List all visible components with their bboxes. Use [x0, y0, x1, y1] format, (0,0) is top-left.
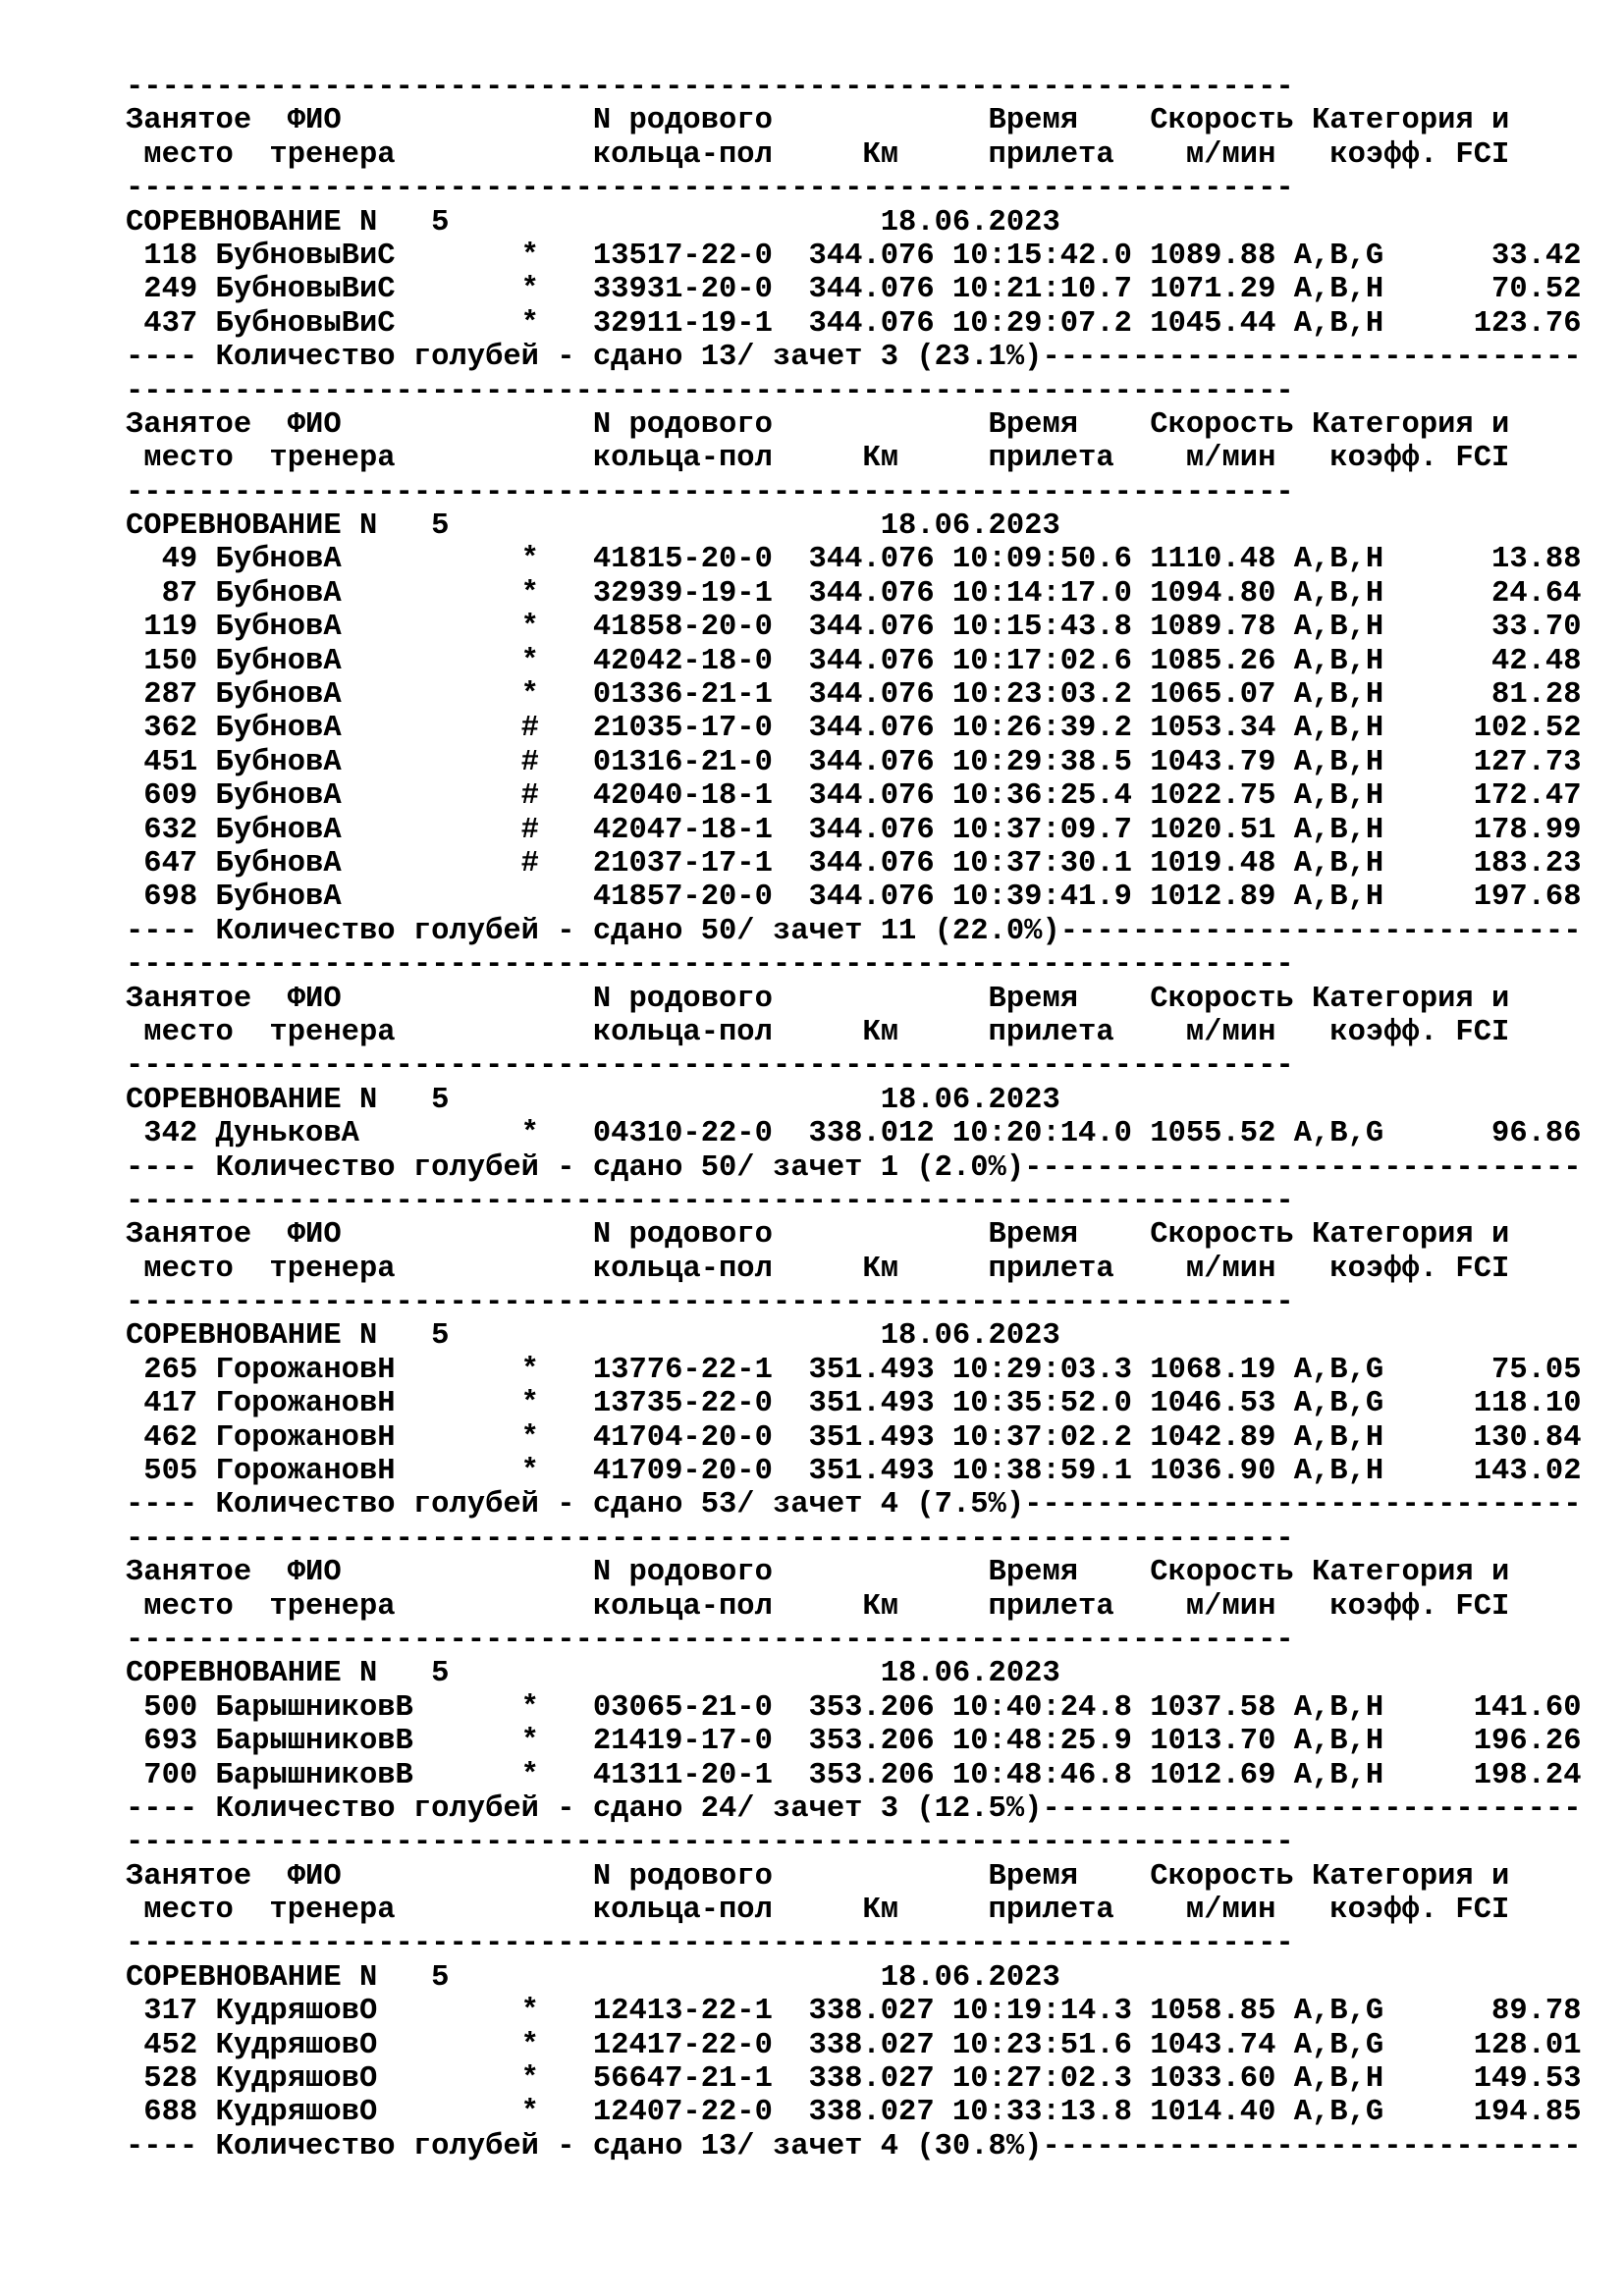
competition-line: СОРЕВНОВАНИЕ N 5 18.06.2023 [126, 1319, 1060, 1354]
separator-line: ----------------------------------------------------------------- [126, 374, 1294, 408]
section-summary-line: ---- Количество голубей - сдано 50/ зачет 1 (2.0%)------------------------------- [126, 1150, 1582, 1185]
result-row: 362 БубновА # 21035-17-0 344.076 10:26:39.2 1053.34 A,B,H 102.52 [126, 712, 1582, 746]
section-summary-line: ---- Количество голубей - сдано 53/ зачет 4 (7.5%)------------------------------- [126, 1488, 1582, 1522]
column-header-line-1: Занятое ФИО N родового Время Скорость Категория и [126, 982, 1510, 1016]
separator-line: ----------------------------------------------------------------- [126, 475, 1294, 509]
competition-line: СОРЕВНОВАНИЕ N 5 18.06.2023 [126, 1960, 1060, 1995]
result-row: 437 БубновыВиС * 32911-19-1 344.076 10:29:07.2 1045.44 A,B,H 123.76 [126, 306, 1582, 341]
column-header-line-1: Занятое ФИО N родового Время Скорость Категория и [126, 1218, 1510, 1253]
separator-line: ----------------------------------------------------------------- [126, 1927, 1294, 1961]
column-header-line-1: Занятое ФИО N родового Время Скорость Категория и [126, 1859, 1510, 1894]
column-header-line-2: место тренера кольца-пол Км прилета м/мин коэфф. FCI [126, 137, 1510, 172]
result-row: 528 КудряшовО * 56647-21-1 338.027 10:27:02.3 1033.60 A,B,H 149.53 [126, 2062, 1582, 2097]
result-row: 688 КудряшовО * 12407-22-0 338.027 10:33:13.8 1014.40 A,B,G 194.85 [126, 2096, 1582, 2130]
result-row: 609 БубновА # 42040-18-1 344.076 10:36:25.4 1022.75 A,B,H 172.47 [126, 779, 1582, 814]
separator-line: ----------------------------------------------------------------- [126, 1184, 1294, 1218]
result-row: 265 ГорожановН * 13776-22-1 351.493 10:29:03.3 1068.19 A,B,G 75.05 [126, 1353, 1582, 1387]
result-row: 700 БарышниковВ * 41311-20-1 353.206 10:48:46.8 1012.69 A,B,H 198.24 [126, 1758, 1582, 1792]
result-row: 500 БарышниковВ * 03065-21-0 353.206 10:40:24.8 1037.58 A,B,H 141.60 [126, 1690, 1582, 1725]
result-row: 150 БубновА * 42042-18-0 344.076 10:17:02.6 1085.26 A,B,H 42.48 [126, 644, 1582, 678]
separator-line: ----------------------------------------------------------------- [126, 1826, 1294, 1860]
column-header-line-2: место тренера кольца-пол Км прилета м/мин коэфф. FCI [126, 1589, 1510, 1624]
result-row: 118 БубновыВиС * 13517-22-0 344.076 10:15:42.0 1089.88 A,B,G 33.42 [126, 239, 1582, 273]
column-header-line-2: место тренера кольца-пол Км прилета м/мин коэфф. FCI [126, 1252, 1510, 1286]
results-printout [126, 71, 1598, 2163]
result-row: 647 БубновА # 21037-17-1 344.076 10:37:30.1 1019.48 A,B,H 183.23 [126, 846, 1582, 881]
result-row: 317 КудряшовО * 12413-22-1 338.027 10:19:14.3 1058.85 A,B,G 89.78 [126, 1995, 1582, 2029]
result-row: 452 КудряшовО * 12417-22-0 338.027 10:23:51.6 1043.74 A,B,G 128.01 [126, 2028, 1582, 2062]
separator-line: ----------------------------------------------------------------- [126, 948, 1294, 983]
column-header-line-2: место тренера кольца-пол Км прилета м/мин коэфф. FCI [126, 1894, 1510, 1928]
separator-line: ----------------------------------------------------------------- [126, 1286, 1294, 1320]
competition-line: СОРЕВНОВАНИЕ N 5 18.06.2023 [126, 1083, 1060, 1117]
result-row: 698 БубновА 41857-20-0 344.076 10:39:41.9 1012.89 A,B,H 197.68 [126, 881, 1582, 915]
result-row: 119 БубновА * 41858-20-0 344.076 10:15:43.8 1089.78 A,B,H 33.70 [126, 611, 1582, 645]
separator-line: ----------------------------------------------------------------- [126, 1049, 1294, 1084]
result-row: 693 БарышниковВ * 21419-17-0 353.206 10:48:25.9 1013.70 A,B,H 196.26 [126, 1725, 1582, 1759]
section-summary-line: ---- Количество голубей - сдано 50/ зачет 11 (22.0%)----------------------------- [126, 914, 1582, 948]
result-row: 632 БубновА # 42047-18-1 344.076 10:37:09.7 1020.51 A,B,H 178.99 [126, 813, 1582, 847]
result-row: 505 ГорожановН * 41709-20-0 351.493 10:38:59.1 1036.90 A,B,H 143.02 [126, 1455, 1582, 1489]
column-header-line-1: Занятое ФИО N родового Время Скорость Категория и [126, 407, 1510, 442]
separator-line: ----------------------------------------------------------------- [126, 172, 1294, 206]
section-summary-line: ---- Количество голубей - сдано 13/ зачет 4 (30.8%)------------------------------ [126, 2129, 1582, 2163]
result-row: 287 БубновА * 01336-21-1 344.076 10:23:03.2 1065.07 A,B,H 81.28 [126, 678, 1582, 713]
result-row: 462 ГорожановН * 41704-20-0 351.493 10:37:02.2 1042.89 A,B,H 130.84 [126, 1420, 1582, 1455]
result-row: 49 БубновА * 41815-20-0 344.076 10:09:50.6 1110.48 A,B,H 13.88 [126, 543, 1582, 577]
result-row: 249 БубновыВиС * 33931-20-0 344.076 10:21:10.7 1071.29 A,B,H 70.52 [126, 273, 1582, 307]
result-row: 417 ГорожановН * 13735-22-0 351.493 10:35:52.0 1046.53 A,B,G 118.10 [126, 1387, 1582, 1421]
result-row: 87 БубновА * 32939-19-1 344.076 10:14:17.0 1094.80 A,B,H 24.64 [126, 576, 1582, 611]
section-summary-line: ---- Количество голубей - сдано 13/ зачет 3 (23.1%)------------------------------ [126, 341, 1582, 375]
competition-line: СОРЕВНОВАНИЕ N 5 18.06.2023 [126, 1657, 1060, 1691]
separator-line: ----------------------------------------------------------------- [126, 1623, 1294, 1657]
column-header-line-2: место тренера кольца-пол Км прилета м/мин коэфф. FCI [126, 442, 1510, 476]
separator-line: ----------------------------------------------------------------- [126, 71, 1294, 104]
column-header-line-1: Занятое ФИО N родового Время Скорость Категория и [126, 104, 1510, 138]
result-row: 342 ДуньковА * 04310-22-0 338.012 10:20:14.0 1055.52 A,B,G 96.86 [126, 1117, 1582, 1151]
column-header-line-1: Занятое ФИО N родового Время Скорость Категория и [126, 1556, 1510, 1590]
column-header-line-2: место тренера кольца-пол Км прилета м/мин коэфф. FCI [126, 1015, 1510, 1049]
separator-line: ----------------------------------------------------------------- [126, 1522, 1294, 1556]
result-row: 451 БубновА # 01316-21-0 344.076 10:29:38.5 1043.79 A,B,H 127.73 [126, 745, 1582, 779]
section-summary-line: ---- Количество голубей - сдано 24/ зачет 3 (12.5%)------------------------------ [126, 1791, 1582, 1826]
competition-line: СОРЕВНОВАНИЕ N 5 18.06.2023 [126, 509, 1060, 544]
competition-line: СОРЕВНОВАНИЕ N 5 18.06.2023 [126, 205, 1060, 240]
